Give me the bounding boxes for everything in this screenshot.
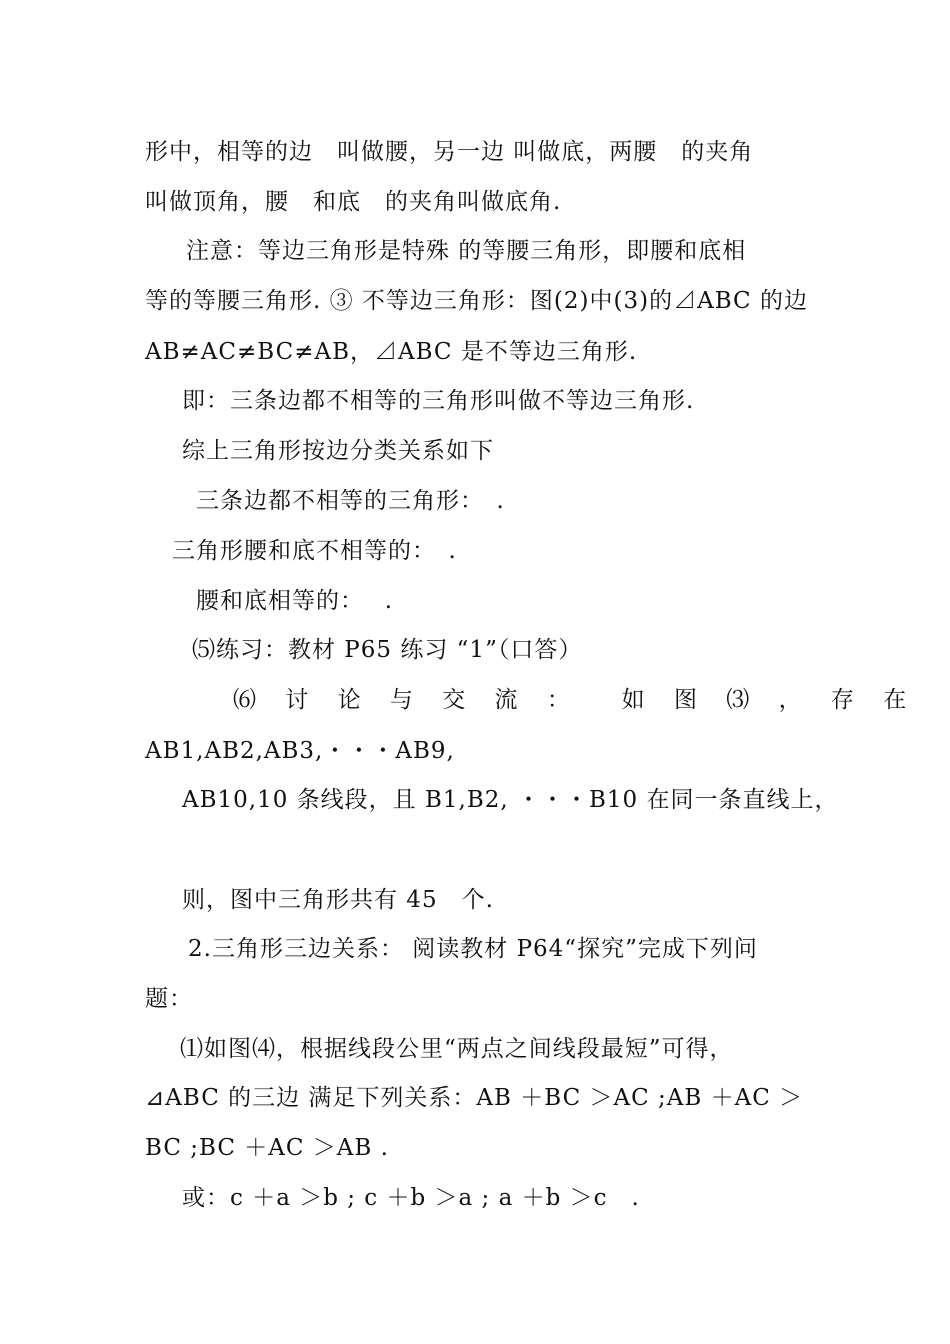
text-line: ⑹ 讨 论 与 交 流 ： 如 图 ⑶ ， 存 在 — [233, 687, 918, 713]
text-line: 三条边都不相等的三角形： . — [196, 488, 505, 514]
text-line: 或：c ＋a ＞b ; c ＋b ＞a ; a ＋b ＞c . — [182, 1185, 640, 1211]
text-line: 注意：等边三角形是特殊 的等腰三角形，即腰和底相 — [186, 238, 747, 264]
text-line: 腰和底相等的： . — [196, 588, 394, 614]
text-line: AB≠AC≠BC≠AB，⊿ABC 是不等边三角形. — [145, 339, 638, 365]
text-line: 叫做顶角，腰 和底 的夹角叫做底角. — [145, 189, 562, 215]
text-line: ⑴如图⑷，根据线段公里“两点之间线段最短”可得， — [180, 1036, 734, 1062]
text-line: 2.三角形三边关系： 阅读教材 P64“探究”完成下列问 — [188, 936, 758, 962]
text-line: 三角形腰和底不相等的： . — [172, 538, 457, 564]
text-line: 形中，相等的边 叫做腰，另一边 叫做底，两腰 的夹角 — [145, 139, 754, 165]
text-line: 即：三条边都不相等的三角形叫做不等边三角形. — [182, 388, 695, 414]
text-line: AB10,10 条线段，且 B1,B2, ・・・B10 在同一条直线上， — [182, 787, 839, 813]
text-line: 综上三角形按边分类关系如下 — [182, 438, 494, 464]
text-line: ⑸练习：教材 P65 练习 “1”（口答） — [192, 637, 583, 663]
text-line: BC ;BC ＋AC ＞AB . — [145, 1135, 389, 1161]
text-line: ⊿ABC 的三边 满足下列关系：AB ＋BC ＞AC ;AB ＋AC ＞ — [145, 1085, 804, 1111]
text-line: 等的等腰三角形. ③ 不等边三角形：图(2)中(3)的⊿ABC 的边 — [145, 288, 808, 314]
text-line: 题： — [145, 986, 193, 1012]
text-line: AB1,AB2,AB3,・・・AB9, — [145, 738, 455, 764]
text-line: 则，图中三角形共有 45 个. — [182, 887, 494, 913]
